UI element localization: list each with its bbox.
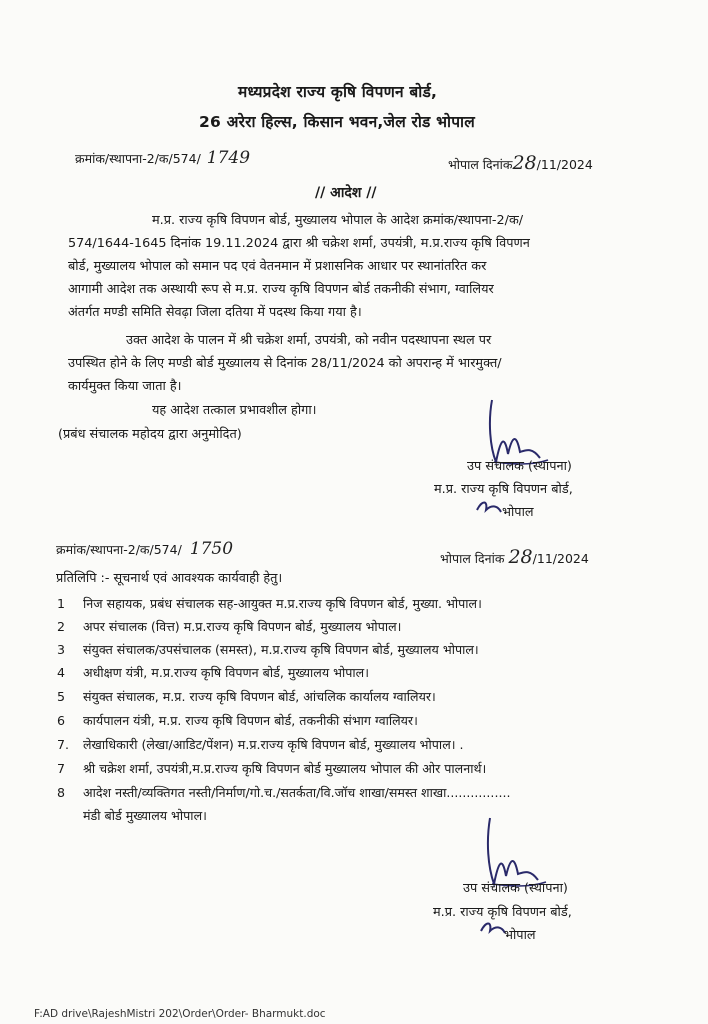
signatory1-org: म.प्र. राज्य कृषि विपणन बोर्ड, [434, 482, 573, 497]
recipient-item: 5 संयुक्त संचालक, म.प्र. राज्य कृषि विपणन बोर्ड, आंचलिक कार्यालय ग्वालियर। [57, 689, 436, 704]
recipient-item: 8 आदेश नस्ती/व्यक्तिगत नस्ती/निर्माण/गो.च./सतर्कता/वि.जॉच शाखा/समस्त शाखा................ [57, 785, 511, 800]
org-address: 26 अरेरा हिल्स, किसान भवन,जेल रोड भोपाल [199, 113, 475, 131]
order1-date-prefix: भोपाल दिनांक [448, 157, 513, 172]
org-name: मध्यप्रदेश राज्य कृषि विपणन बोर्ड, [238, 83, 438, 101]
para2-line: कार्यमुक्त किया जाता है। [68, 379, 182, 394]
recipient-item: 6 कार्यपालन यंत्री, म.प्र. राज्य कृषि विपणन बोर्ड, तकनीकी संभाग ग्वालियर। [57, 713, 418, 728]
approval-note: (प्रबंध संचालक महोदय द्वारा अनुमोदित) [58, 427, 242, 442]
order1-reference [75, 148, 250, 168]
signatory2-place: भोपाल [504, 928, 536, 943]
recipient-item: 7 श्री चक्रेश शर्मा, उपयंत्री,म.प्र.राज्य कृषि विपणन बोर्ड मुख्यालय भोपाल की ओर पालनार्थ। [57, 761, 487, 776]
order-title: // आदेश // [315, 185, 377, 201]
recipient-item: 4 अधीक्षण यंत्री, म.प्र.राज्य कृषि विपणन बोर्ड, मुख्यालय भोपाल। [57, 665, 369, 680]
signatory1-place: भोपाल [502, 505, 534, 520]
order1-date-suffix: /11/2024 [536, 157, 593, 172]
order2-date-day-handwritten: 28 [508, 546, 533, 568]
order1-ref-prefix: क्रमांक/स्थापना-2/क/574/ [75, 151, 201, 166]
signatory2-org: म.प्र. राज्य कृषि विपणन बोर्ड, [433, 905, 572, 920]
para1-line: बोर्ड, मुख्यालय भोपाल को समान पद एवं वेतनमान में प्रशासनिक आधार पर स्थानांतरित कर [68, 259, 487, 274]
recipient-item: 3 संयुक्त संचालक/उपसंचालक (समस्त), म.प्र.राज्य कृषि विपणन बोर्ड, मुख्यालय भोपाल। [57, 642, 479, 657]
initial-mark-1 [474, 496, 504, 518]
order1-date-day-handwritten: 28 [512, 152, 537, 174]
order2-ref-prefix: क्रमांक/स्थापना-2/क/574/ [56, 542, 182, 557]
para2-line: उपस्थित होने के लिए मण्डी बोर्ड मुख्यालय से दिनांक 28/11/2024 को अपरान्ह में भारमुक्त/ [68, 356, 502, 371]
order2-date [440, 546, 589, 568]
order1-ref-number-handwritten: 1749 [206, 148, 251, 168]
order2-date-prefix: भोपाल दिनांक [440, 551, 505, 566]
order1-date [448, 152, 593, 174]
para2-line: उक्त आदेश के पालन में श्री चक्रेश शर्मा, उपयंत्री, को नवीन पदस्थापना स्थल पर [126, 333, 492, 348]
recipient-item: 1 निज सहायक, प्रबंध संचालक सह-आयुक्त म.प्र.राज्य कृषि विपणन बोर्ड, मुख्या. भोपाल। [57, 596, 482, 611]
para1-line: म.प्र. राज्य कृषि विपणन बोर्ड, मुख्यालय भोपाल के आदेश क्रमांक/स्थापना-2/क/ [152, 213, 524, 228]
order2-ref-number-handwritten: 1750 [189, 539, 234, 559]
para3: यह आदेश तत्काल प्रभावशील होगा। [152, 403, 317, 418]
para1-line: आगामी आदेश तक अस्थायी रूप से म.प्र. राज्य कृषि विपणन बोर्ड तकनीकी संभाग, ग्वालियर [68, 282, 494, 297]
para1-line: अंतर्गत मण्डी समिति सेवढ़ा जिला दतिया में पदस्थ किया गया है। [68, 305, 362, 320]
copy-label: प्रतिलिपि :- सूचनार्थ एवं आवश्यक कार्यवाही हेतु। [56, 571, 283, 586]
recipient-8-continuation: मंडी बोर्ड मुख्यालय भोपाल। [83, 808, 207, 823]
recipient-item: 7. लेखाधिकारी (लेखा/आडिट/पेंशन) म.प्र.राज्य कृषि विपणन बोर्ड, मुख्यालय भोपाल। . [57, 737, 464, 752]
signatory2-designation: उप संचालक (स्थापना) [463, 881, 568, 896]
signatory1-designation: उप संचालक (स्थापना) [467, 459, 572, 474]
order2-reference [56, 539, 233, 559]
order2-date-suffix: /11/2024 [532, 551, 589, 566]
para1-line: 574/1644-1645 दिनांक 19.11.2024 द्वारा श्री चक्रेश शर्मा, उपयंत्री, म.प्र.राज्य कृषि विपणन [68, 236, 530, 251]
recipient-item: 2 अपर संचालक (वित्त) म.प्र.राज्य कृषि विपणन बोर्ड, मुख्यालय भोपाल। [57, 619, 402, 634]
file-path-footer: F:AD drive\RajeshMistri 202\Order\Order- Bharmukt.doc [34, 1008, 326, 1020]
